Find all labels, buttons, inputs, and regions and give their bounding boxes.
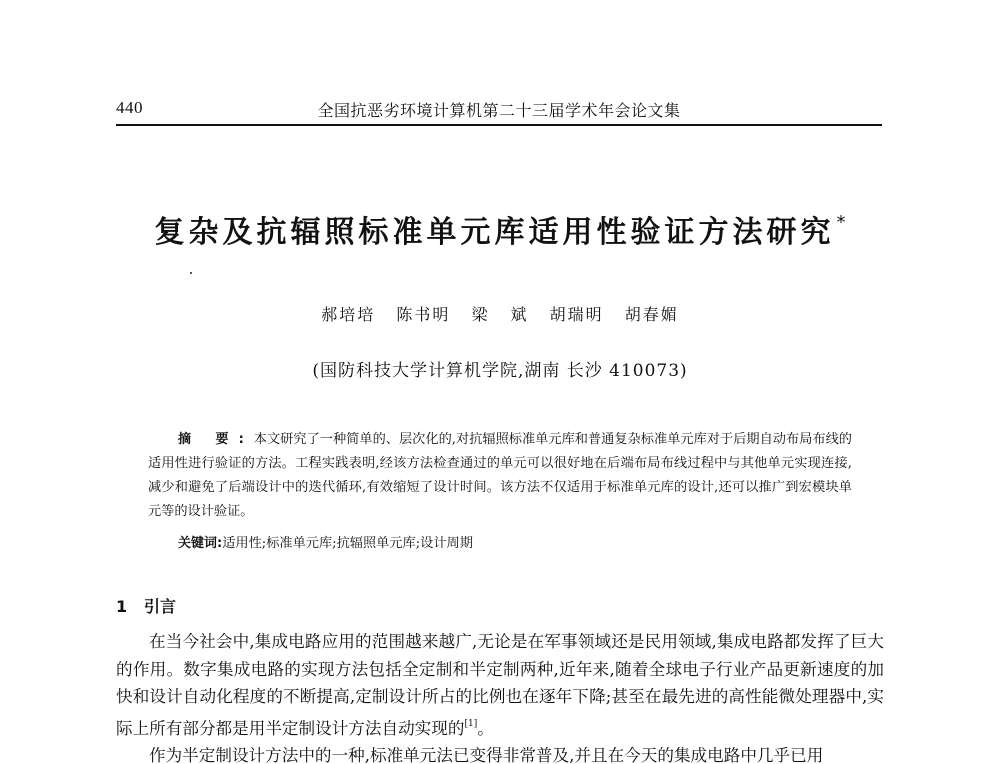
section-title: 引言 bbox=[144, 597, 177, 616]
title-footnote-mark: * bbox=[836, 212, 846, 233]
keywords-label: 关键词: bbox=[178, 536, 223, 551]
body-paragraph: 作为半定制设计方法中的一种,标准单元法已变得非常普及,并且在今天的集成电路中几乎已用 bbox=[149, 746, 824, 764]
section-number: 1 bbox=[116, 597, 128, 616]
journal-name: 全国抗恶劣环境计算机第二十三届学术年会论文集 bbox=[317, 101, 681, 120]
abstract-text: 本文研究了一种简单的、层次化的,对抗辐照标准单元库和普通复杂标准单元库对于后期自动布局布线的适用性进行验证的方法。工程实践表明,经该方法检查通过的单元可以很好地在后端布局布线过程中与其他单元实现连接,减少和避免了后端设计中的迭代循环,有效缩短了设计时间。该方法不仅适用于标准单元库的设计,还可以推广到宏模块单元等的设计验证。 bbox=[148, 432, 852, 519]
affiliation: (国防科技大学计算机学院,湖南 长沙 410073) bbox=[312, 361, 688, 381]
abstract bbox=[148, 428, 852, 524]
abstract-label: 摘 要: bbox=[178, 432, 254, 447]
paper-title bbox=[0, 207, 1000, 251]
citation-ref: [1] bbox=[464, 718, 478, 729]
keywords-text: 适用性;标准单元库;抗辐照单元库;设计周期 bbox=[222, 536, 473, 551]
scan-speck bbox=[190, 272, 192, 274]
paper-title-text: 复杂及抗辐照标准单元库适用性验证方法研究 bbox=[154, 215, 835, 250]
page-number: 440 bbox=[116, 98, 143, 117]
running-header bbox=[116, 96, 882, 126]
author-list: 郝培培 陈书明 梁 斌 胡瑞明 胡春媚 bbox=[321, 305, 679, 324]
body-paragraph bbox=[116, 628, 884, 742]
keywords bbox=[178, 532, 473, 551]
body-text bbox=[116, 628, 884, 764]
paragraph-text: 在当今社会中,集成电路应用的范围越来越广,无论是在军事领域还是民用领域,集成电路都发挥了巨大的作用。数字集成电路的实现方法包括全定制和半定制两种,近年来,随着全球电子行业产品更新速度的加快和设计自动化程度的不断提高,定制设计所占的比例也在逐年下降;甚至在最先进的高性能微处理器中,实际上所有部分都是用半定制设计方法自动实现的 bbox=[116, 632, 884, 738]
paragraph-end: 。 bbox=[477, 718, 494, 738]
section-heading bbox=[116, 594, 176, 617]
